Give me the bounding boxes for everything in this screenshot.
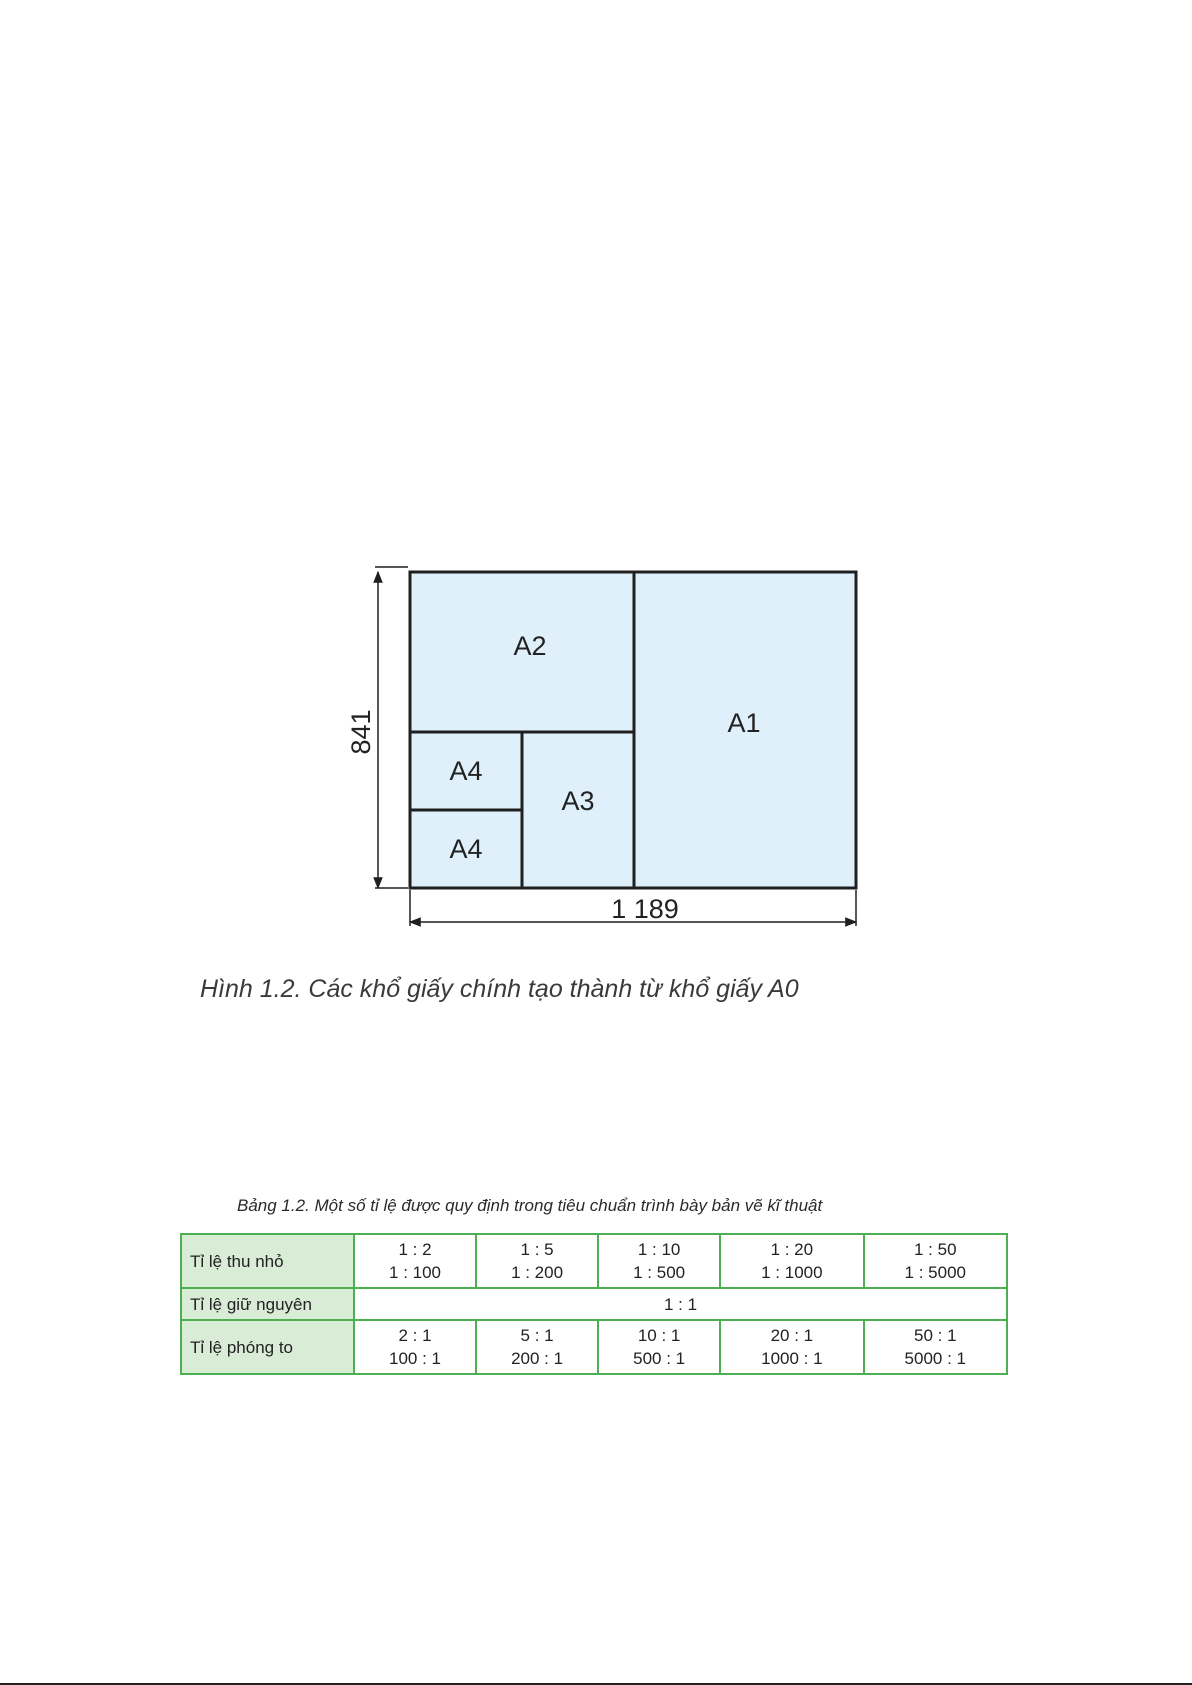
table-cell bbox=[720, 1320, 863, 1374]
table-cell bbox=[864, 1320, 1007, 1374]
table-cell bbox=[354, 1320, 476, 1374]
cell-line: 20 : 1 bbox=[770, 1326, 814, 1345]
height-dimension-label: 841 bbox=[346, 709, 376, 755]
scale-table bbox=[180, 1233, 1008, 1375]
sheet-label-a4-bottom: A4 bbox=[449, 834, 483, 864]
sheet-label-a4-top: A4 bbox=[449, 756, 483, 786]
table-cell bbox=[476, 1320, 598, 1374]
table-caption: Bảng 1.2. Một số tỉ lệ được quy định trong tiêu chuẩn trình bày bản vẽ kĩ thuật bbox=[237, 1196, 823, 1215]
sheet-label-a2: A2 bbox=[513, 631, 547, 661]
sheet-label-a1: A1 bbox=[727, 708, 761, 738]
table-cell bbox=[476, 1234, 598, 1288]
cell-line: 2 : 1 bbox=[398, 1326, 432, 1345]
cell-line: 50 : 1 bbox=[914, 1326, 957, 1345]
paper-sizes-diagram bbox=[340, 556, 880, 946]
cell-line: 1 : 200 bbox=[511, 1263, 564, 1282]
cell-line: 10 : 1 bbox=[637, 1326, 681, 1345]
table-row-enlargement bbox=[181, 1320, 1007, 1374]
table-row-reduction bbox=[181, 1234, 1007, 1288]
table-cell bbox=[720, 1234, 863, 1288]
row-label-full-size: Tỉ lệ giữ nguyên bbox=[181, 1288, 354, 1320]
cell-line: 500 : 1 bbox=[633, 1349, 686, 1368]
cell-line: 1 : 10 bbox=[637, 1240, 681, 1259]
cell-line: 1 : 5000 bbox=[904, 1263, 966, 1282]
cell-line: 1 : 100 bbox=[389, 1263, 442, 1282]
cell-line: 100 : 1 bbox=[389, 1349, 442, 1368]
cell-line: 5000 : 1 bbox=[904, 1349, 966, 1368]
width-dimension-label: 1 189 bbox=[611, 894, 679, 924]
row-label-reduction: Tỉ lệ thu nhỏ bbox=[181, 1234, 354, 1288]
table-cell bbox=[598, 1320, 720, 1374]
table-cell bbox=[598, 1234, 720, 1288]
figure-caption: Hình 1.2. Các khổ giấy chính tạo thành từ khổ giấy A0 bbox=[200, 975, 799, 1003]
table-cell bbox=[354, 1234, 476, 1288]
cell-line: 1 : 1000 bbox=[761, 1263, 823, 1282]
cell-line: 5 : 1 bbox=[520, 1326, 554, 1345]
cell-line: 1 : 5 bbox=[520, 1240, 554, 1259]
table-cell: 1 : 1 bbox=[354, 1288, 1007, 1320]
cell-line: 1 : 50 bbox=[914, 1240, 957, 1259]
cell-line: 1 : 2 bbox=[398, 1240, 432, 1259]
table-row-full-size bbox=[181, 1288, 1007, 1320]
sheet-label-a3: A3 bbox=[561, 786, 595, 816]
row-label-enlargement: Tỉ lệ phóng to bbox=[181, 1320, 354, 1374]
cell-line: 200 : 1 bbox=[511, 1349, 564, 1368]
cell-line: 1 : 500 bbox=[633, 1263, 686, 1282]
paper-sizes-figure bbox=[340, 556, 880, 946]
cell-line: 1 : 20 bbox=[770, 1240, 814, 1259]
cell-line: 1000 : 1 bbox=[761, 1349, 823, 1368]
table-cell bbox=[864, 1234, 1007, 1288]
